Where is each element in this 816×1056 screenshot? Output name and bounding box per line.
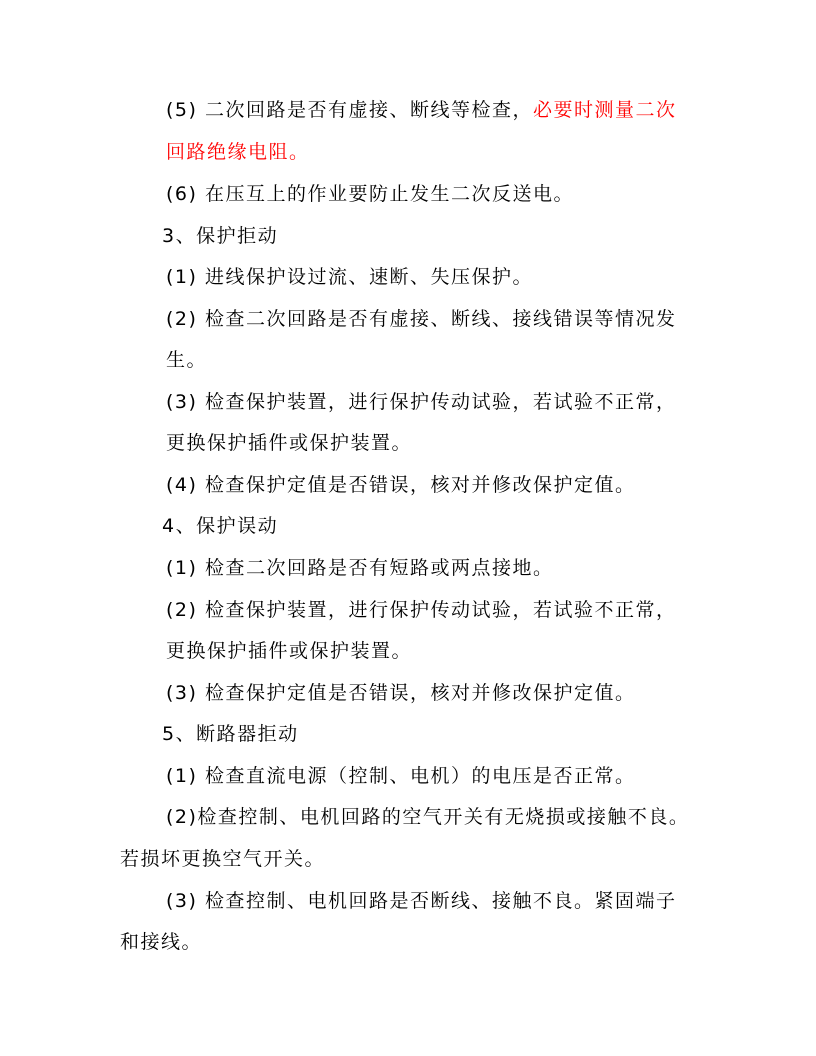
s5-heading: 5、断路器拒动 xyxy=(162,723,299,745)
s4-item1: (1) 检查二次回路是否有短路或两点接地。 xyxy=(166,557,554,579)
s4-item2-line2: 更换保护插件或保护装置。 xyxy=(166,640,413,662)
s3-heading: 3、保护拒动 xyxy=(162,225,279,247)
s3-item3-line1: (3) 检查保护装置，进行保护传动试验，若试验不正常， xyxy=(166,391,677,413)
s3-item2-line1: (2) 检查二次回路是否有虚接、断线、接线错误等情况发 xyxy=(166,308,677,330)
s5-item3-line2: 和接线。 xyxy=(120,931,203,953)
s2-item6: (6) 在压互上的作业要防止发生二次反送电。 xyxy=(166,183,574,205)
s2-item5-line2: 回路绝缘电阻。 xyxy=(166,141,310,163)
s2-item5-line1 xyxy=(166,98,676,122)
s2-item5-text: (5) 二次回路是否有虚接、断线等检查， xyxy=(166,99,533,121)
s3-item2-line2: 生。 xyxy=(166,349,208,371)
s5-item2-line1: (2)检查控制、电机回路的空气开关有无烧损或接触不良。 xyxy=(166,806,690,828)
s4-heading: 4、保护误动 xyxy=(162,515,279,537)
s4-item3: (3) 检查保护定值是否错误，核对并修改保护定值。 xyxy=(166,682,636,704)
s5-item3-line1: (3) 检查控制、电机回路是否断线、接触不良。紧固端子 xyxy=(166,890,677,912)
s4-item2-line1: (2) 检查保护装置，进行保护传动试验，若试验不正常， xyxy=(166,599,677,621)
s3-item4: (4) 检查保护定值是否错误，核对并修改保护定值。 xyxy=(166,474,636,496)
s5-item2-line2: 若损坏更换空气开关。 xyxy=(120,848,326,870)
s2-item5-highlight: 必要时测量二次 xyxy=(532,99,677,121)
s5-item1: (1) 检查直流电源（控制、电机）的电压是否正常。 xyxy=(166,765,636,787)
s3-item3-line2: 更换保护插件或保护装置。 xyxy=(166,432,413,454)
s3-item1: (1) 进线保护设过流、速断、失压保护。 xyxy=(166,266,533,288)
